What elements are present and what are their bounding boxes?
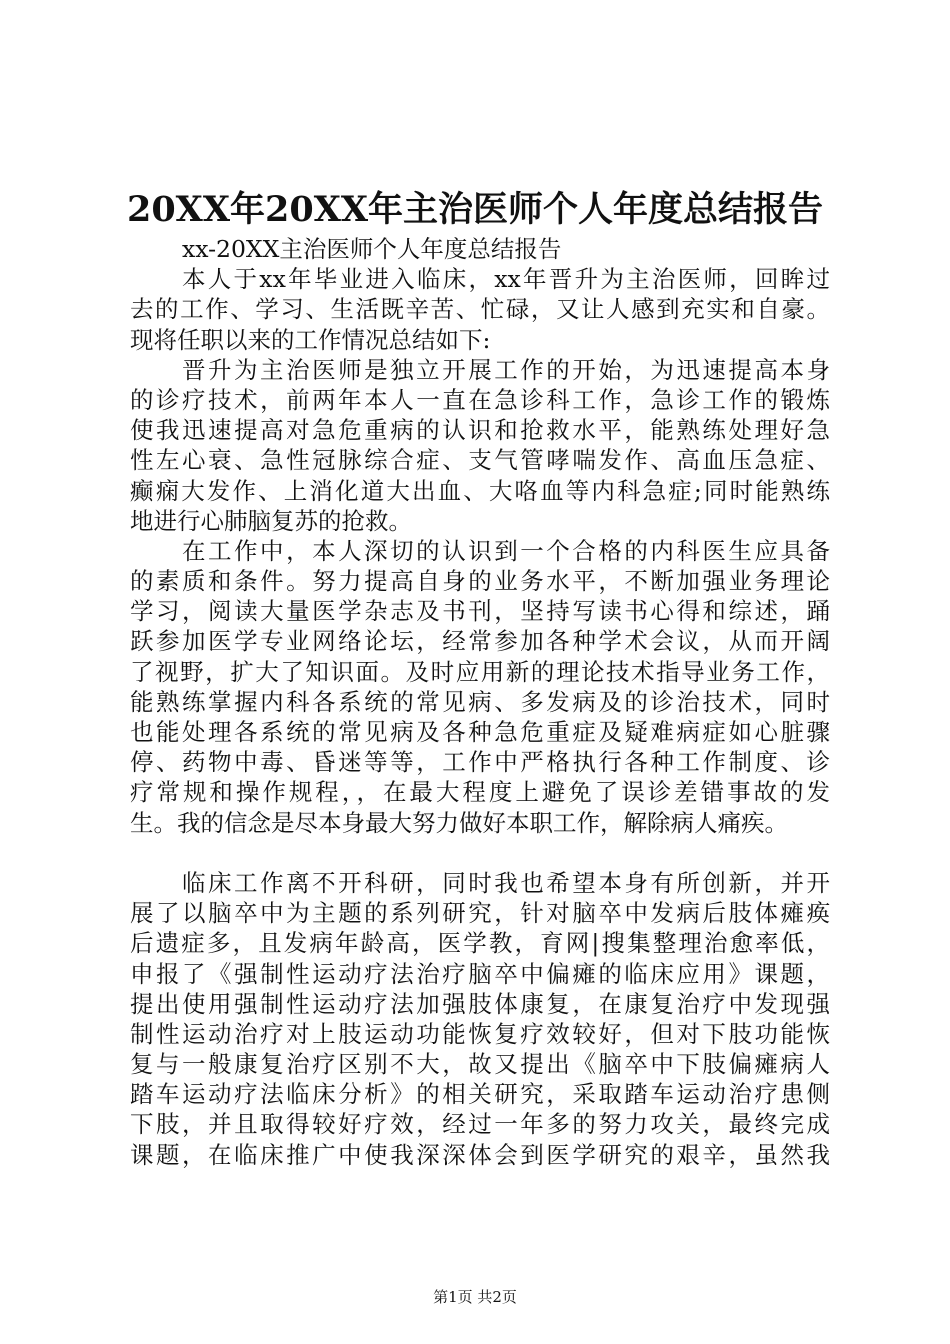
text-line: 能熟练掌握内科各系统的常见病、多发病及的诊治技术，同时 — [130, 687, 830, 716]
text-line: 疗常规和操作规程，，在最大程度上避免了误诊差错事故的发 — [130, 778, 830, 807]
body-paragraph — [130, 355, 830, 536]
text-line: 生。我的信念是尽本身最大努力做好本职工作，解除病人痛疾。 — [130, 808, 788, 837]
text-line: 地进行心肺脑复苏的抢救。 — [130, 506, 412, 535]
text-line: 展了以脑卒中为主题的系列研究，针对脑卒中发病后肢体瘫痪 — [130, 899, 830, 928]
text-line: 学习，阅读大量医学杂志及书刊，坚持写读书心得和综述，踊 — [130, 597, 830, 626]
text-line: 也能处理各系统的常见病及各种急危重症及疑难病症如心脏骤 — [130, 718, 830, 746]
text-line: 复与一般康复治疗区别不大，故又提出《脑卒中下肢偏瘫病人 — [130, 1050, 830, 1079]
subtitle-paragraph — [130, 234, 830, 264]
page-footer: 第1页 共2页 — [433, 1288, 517, 1306]
text-line: 制性运动治疗对上肢运动功能恢复疗效较好，但对下肢功能恢 — [130, 1019, 830, 1048]
text-line: 下肢，并且取得较好疗效，经过一年多的努力攻关，最终完成 — [130, 1110, 830, 1139]
text-line: 的诊疗技术，前两年本人一直在急诊科工作，急诊工作的锻炼 — [130, 385, 830, 414]
text-line: 性左心衰、急性冠脉综合症、支气管哮喘发作、高血压急症、 — [130, 446, 830, 475]
text-line: 癫痫大发作、上消化道大出血、大咯血等内科急症;同时能熟练 — [130, 476, 830, 505]
text-line: 的素质和条件。努力提高自身的业务水平，不断加强业务理论 — [130, 567, 830, 596]
body-paragraph — [130, 264, 830, 355]
text-line: 临床工作离不开科研，同时我也希望本身有所创新，并开 — [182, 868, 830, 897]
text-line: 停、药物中毒、昏迷等等，工作中严格执行各种工作制度、诊 — [130, 748, 830, 777]
document-body — [130, 234, 830, 1170]
text-line: 提出使用强制性运动疗法加强肢体康复，在康复治疗中发现强 — [130, 989, 830, 1018]
text-line: 本人于xx年毕业进入临床，xx年晋升为主治医师，回眸过 — [182, 265, 830, 294]
body-paragraph — [130, 868, 830, 1170]
body-paragraph — [130, 536, 830, 838]
text-line: 晋升为主治医师是独立开展工作的开始，为迅速提高本身 — [182, 355, 830, 384]
document-title: 20XX年20XX年主治医师个人年度总结报告 — [126, 189, 824, 230]
text-line: 跃参加医学专业网络论坛，经常参加各种学术会议，从而开阔 — [130, 627, 830, 656]
text-line: 在工作中，本人深切的认识到一个合格的内科医生应具备 — [182, 536, 830, 565]
paragraph-spacer — [130, 838, 830, 868]
text-line: xx-20XX主治医师个人年度总结报告 — [182, 235, 562, 263]
text-line: 课题，在临床推广中使我深深体会到医学研究的艰辛，虽然我 — [130, 1140, 830, 1169]
text-line: 现将任职以来的工作情况总结如下: — [130, 325, 491, 354]
text-line: 去的工作、学习、生活既辛苦、忙碌，又让人感到充实和自豪。 — [130, 295, 830, 324]
text-line: 使我迅速提高对急危重病的认识和抢救水平，能熟练处理好急 — [130, 416, 830, 445]
text-line: 了视野，扩大了知识面。及时应用新的理论技术指导业务工作， — [130, 657, 830, 686]
text-line: 后遗症多，且发病年龄高，医学教，育网|搜集整理治愈率低， — [130, 929, 830, 958]
text-line: 申报了《强制性运动疗法治疗脑卒中偏瘫的临床应用》课题， — [130, 959, 830, 988]
text-line: 踏车运动疗法临床分析》的相关研究，采取踏车运动治疗患侧 — [130, 1080, 830, 1109]
